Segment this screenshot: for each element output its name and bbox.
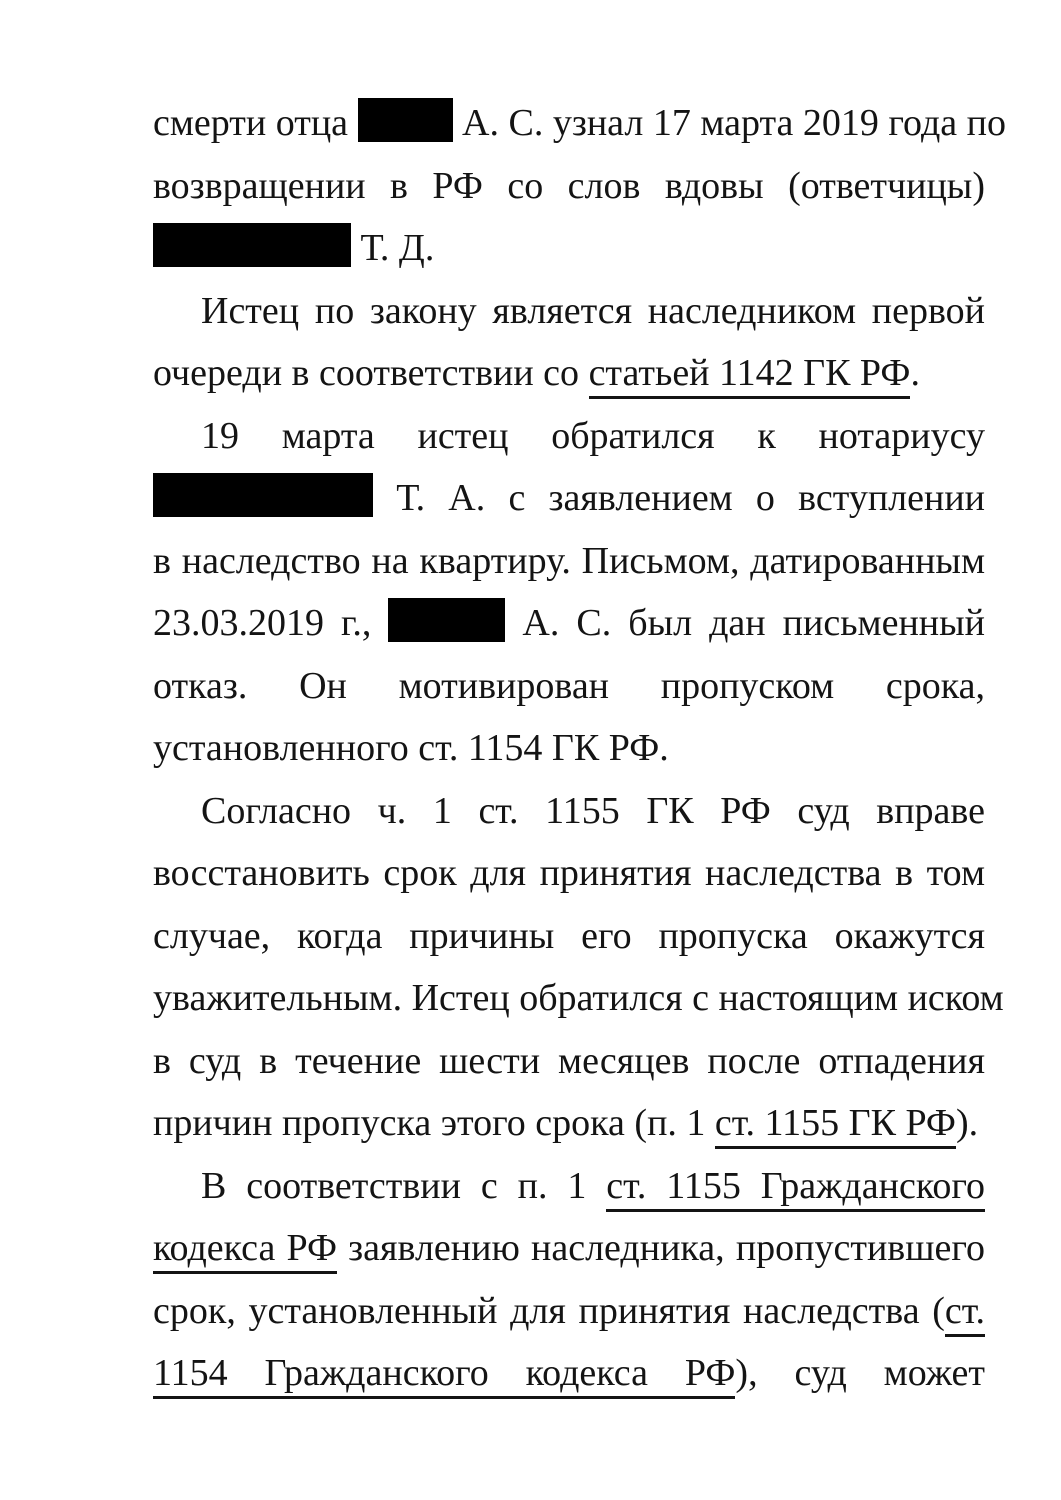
text-segment: смерти отца — [153, 102, 358, 144]
text-segment: уважительным. Истец обратился с настоящим иском — [153, 977, 1004, 1019]
text-line — [153, 967, 1004, 1030]
text-segment: установленного ст. 1154 ГК РФ. — [153, 727, 669, 769]
text-line — [153, 280, 985, 343]
text-segment: Согласно ч. 1 ст. 1155 ГК РФ суд вправе — [201, 789, 985, 832]
text-segment: ). — [955, 1102, 979, 1144]
paragraph — [153, 280, 985, 405]
text-segment: восстановить срок для принятия наследства в том — [153, 852, 985, 894]
text-segment: очереди в соответствии со — [153, 352, 589, 394]
text-segment: 19 марта истец обратился к нотариусу — [201, 414, 985, 457]
redaction-box — [153, 223, 351, 267]
text-line — [153, 1342, 985, 1405]
text-line — [153, 467, 985, 530]
text-segment: А. С. был дан письменный — [505, 602, 985, 644]
redaction-box — [388, 598, 505, 642]
redaction-box — [153, 473, 373, 517]
text-segment: А. С. узнал 17 марта 2019 года по — [452, 102, 1006, 144]
text-line — [153, 1280, 985, 1343]
statute-reference: ст. — [945, 1290, 985, 1337]
text-segment: В соответствии с п. 1 — [201, 1164, 607, 1207]
text-line — [153, 1030, 985, 1093]
text-segment: причин пропуска этого срока (п. 1 — [153, 1102, 715, 1144]
text-line — [153, 717, 985, 780]
text-line — [153, 592, 985, 655]
statute-reference: 1154 Гражданского кодекса РФ — [153, 1352, 735, 1399]
text-segment: 23.03.2019 г., — [153, 602, 389, 644]
text-segment: в наследство на квартиру. Письмом, датированным — [153, 539, 985, 582]
redaction-box — [358, 98, 453, 142]
text-segment: случае, когда причины его пропуска окажутся — [153, 914, 985, 957]
text-segment: заявлению наследника, пропустившего — [337, 1227, 986, 1269]
paragraph — [153, 405, 985, 780]
text-segment: Т. А. с заявлением о вступлении — [373, 477, 985, 519]
text-segment: Т. Д. — [351, 227, 435, 269]
text-line — [153, 655, 985, 718]
text-segment: срок, установленный для принятия наследства ( — [153, 1289, 945, 1332]
document-text-block — [153, 92, 1006, 1405]
text-line — [153, 92, 1006, 155]
text-line — [153, 530, 985, 593]
statute-reference: ст. 1155 Гражданского — [606, 1165, 985, 1212]
text-line — [153, 1092, 985, 1155]
text-segment: отказ. Он мотивирован пропуском срока, — [153, 664, 985, 707]
statute-reference: кодекса РФ — [153, 1227, 337, 1274]
statute-reference: ст. 1155 ГК РФ — [715, 1102, 956, 1149]
statute-reference: статьей 1142 ГК РФ — [589, 352, 911, 399]
text-line — [153, 217, 985, 280]
text-line — [153, 155, 985, 218]
text-line — [153, 842, 985, 905]
paragraph — [153, 92, 1006, 280]
text-line — [153, 780, 985, 843]
paragraph — [153, 1155, 985, 1405]
text-line — [153, 1217, 985, 1280]
paragraph — [153, 780, 1004, 1155]
text-segment: ), суд может — [735, 1352, 986, 1394]
text-line — [153, 405, 985, 468]
text-segment: возвращении в РФ со слов вдовы (ответчицы) — [153, 164, 985, 207]
text-segment: Истец по закону является наследником первой — [201, 289, 985, 332]
text-line — [153, 905, 985, 968]
text-segment: в суд в течение шести месяцев после отпадения — [153, 1039, 985, 1082]
text-segment: . — [910, 352, 920, 394]
text-line — [153, 342, 985, 405]
text-line — [153, 1155, 985, 1218]
